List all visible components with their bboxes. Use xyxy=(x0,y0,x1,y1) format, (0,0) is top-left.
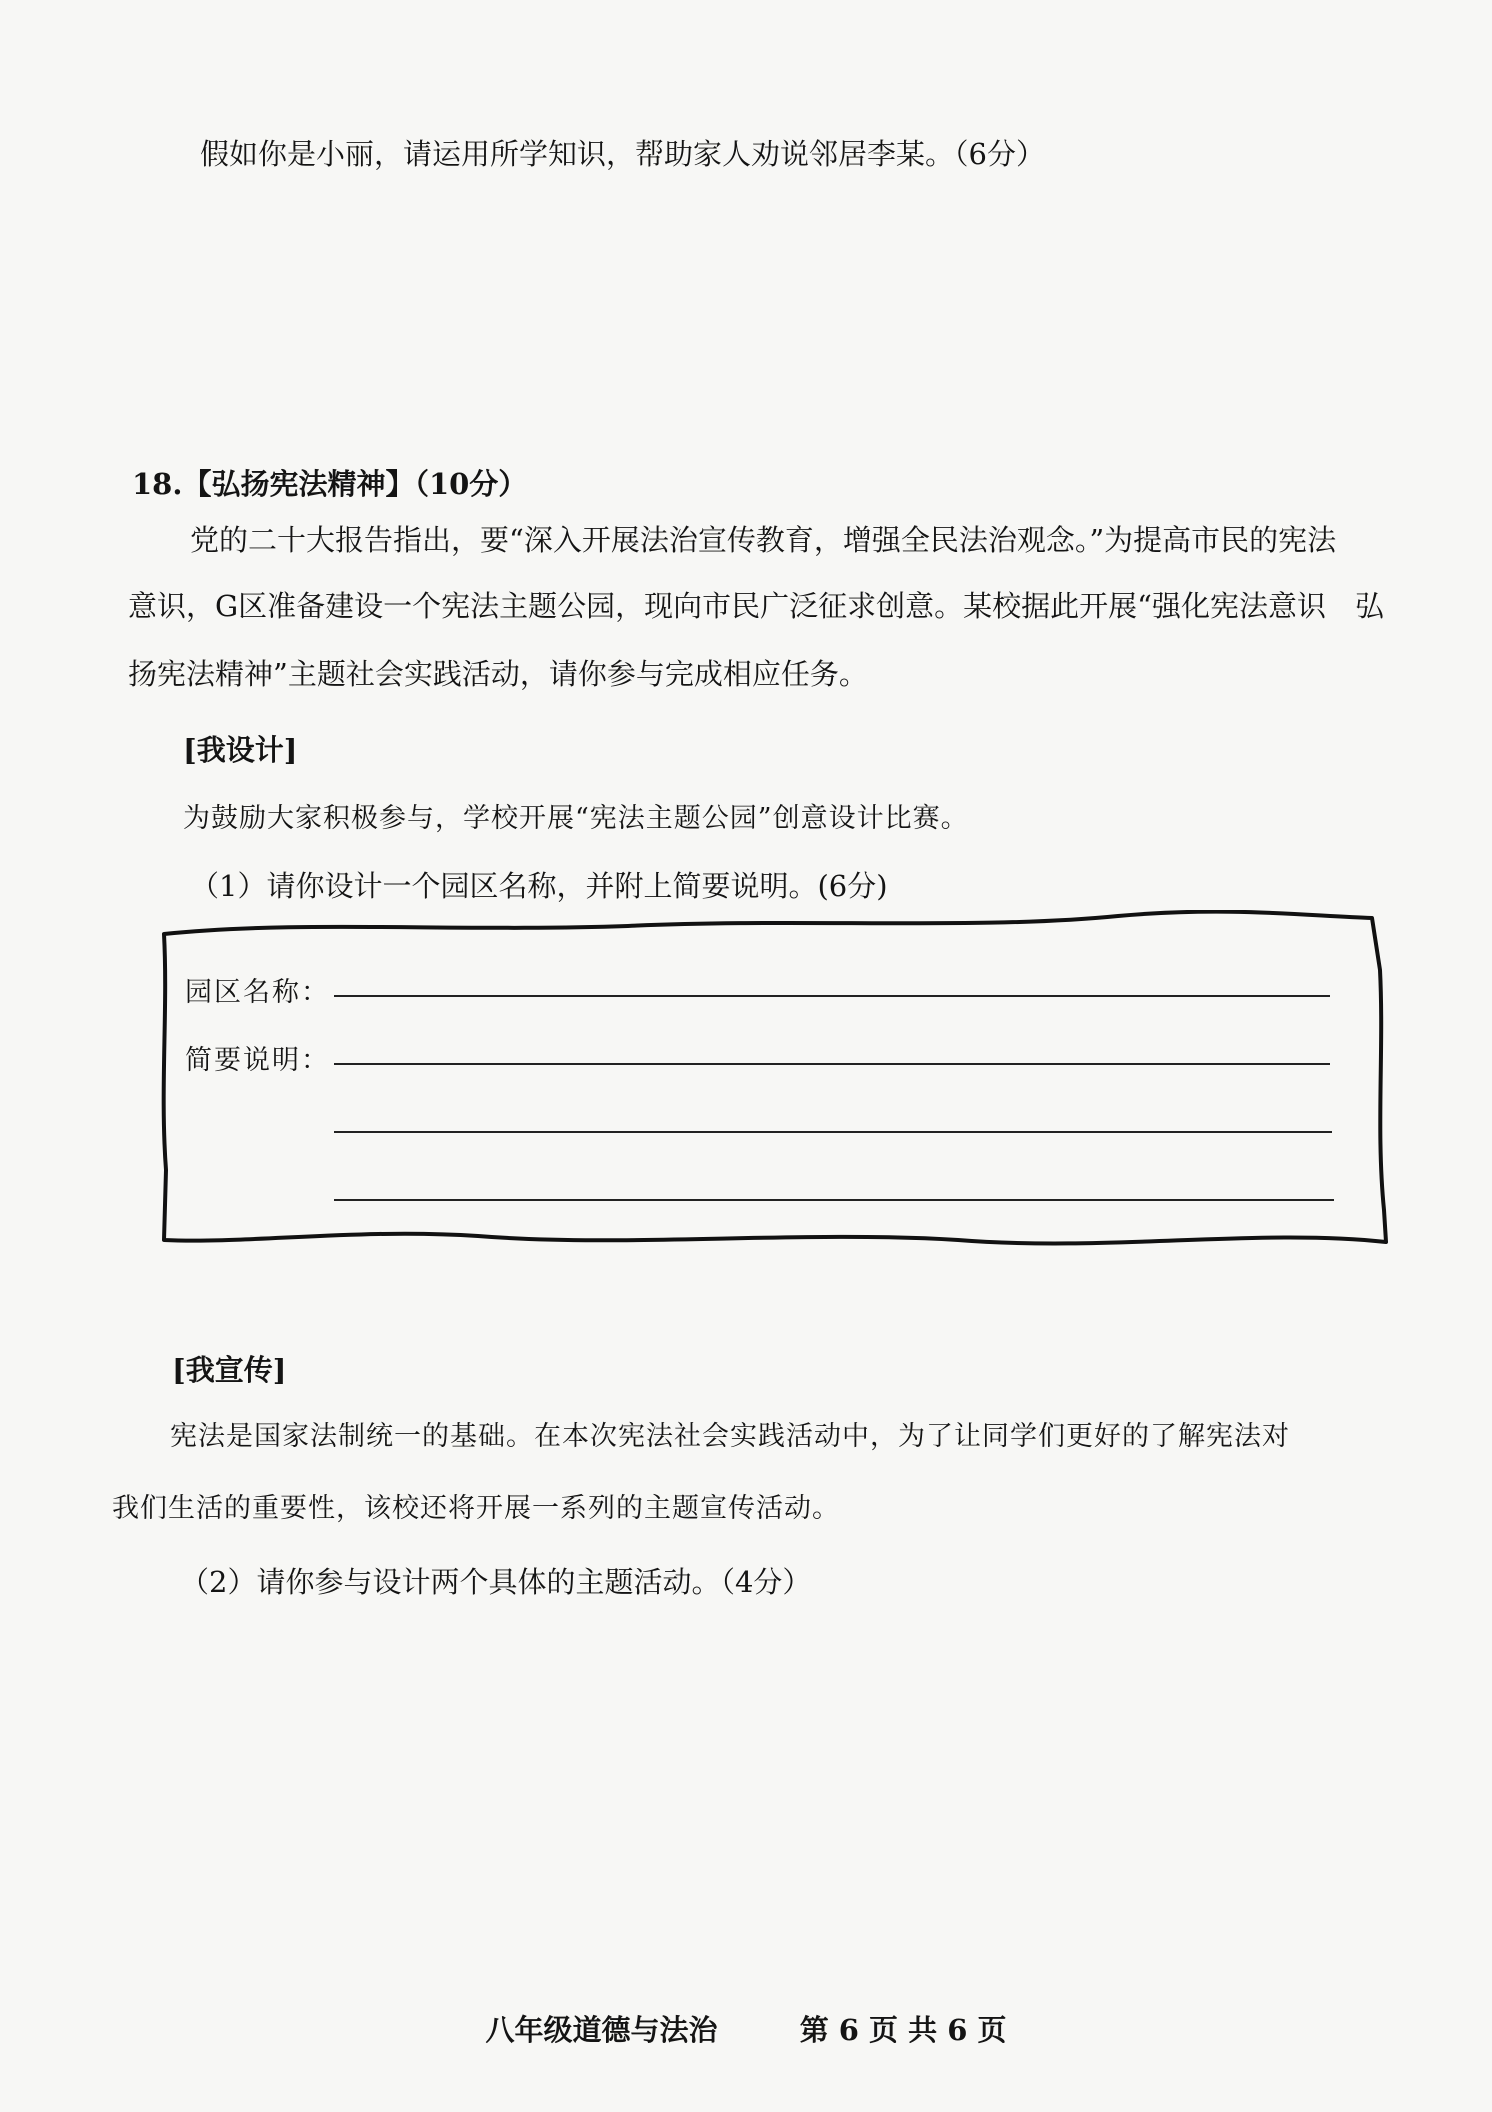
footer-page-info: 第 6 页 共 6 页 xyxy=(799,2013,1007,2047)
q18-heading: 18.【弘扬宪法精神】（10分） xyxy=(132,467,528,501)
answer-box xyxy=(158,910,1388,1260)
q17-prompt: 假如你是小丽，请运用所学知识，帮助家人劝说邻居李某。（6分） xyxy=(200,137,1045,171)
promo-section-title: [我宣传] xyxy=(172,1353,287,1387)
question-2: （2）请你参与设计两个具体的主题活动。（4分） xyxy=(180,1565,812,1599)
answer-box-border xyxy=(158,910,1388,1260)
design-section-title: [我设计] xyxy=(183,733,298,767)
question-1: （1）请你设计一个园区名称，并附上简要说明。(6分) xyxy=(190,869,888,903)
q18-intro-line-2: 意识，G区准备建设一个宪法主题公园，现向市民广泛征求创意。某校据此开展“强化宪法意识 弘 xyxy=(128,589,1384,623)
q18-intro-line-3: 扬宪法精神”主题社会实践活动，请你参与完成相应任务。 xyxy=(128,657,868,691)
footer-subject: 八年级道德与法治 xyxy=(485,2013,718,2047)
park-name-label: 园区名称： xyxy=(185,977,330,1008)
design-section-description: 为鼓励大家积极参与，学校开展“宪法主题公园”创意设计比赛。 xyxy=(183,803,969,834)
page-footer xyxy=(0,2008,1492,2049)
q18-intro-line-1: 党的二十大报告指出，要“深入开展法治宣传教育，增强全民法治观念。”为提高市民的宪法 xyxy=(190,523,1337,557)
brief-description-label: 简要说明： xyxy=(185,1045,330,1076)
promo-text-line-2: 我们生活的重要性，该校还将开展一系列的主题宣传活动。 xyxy=(112,1493,840,1524)
promo-text-line-1: 宪法是国家法制统一的基础。在本次宪法社会实践活动中，为了让同学们更好的了解宪法对 xyxy=(170,1421,1290,1452)
